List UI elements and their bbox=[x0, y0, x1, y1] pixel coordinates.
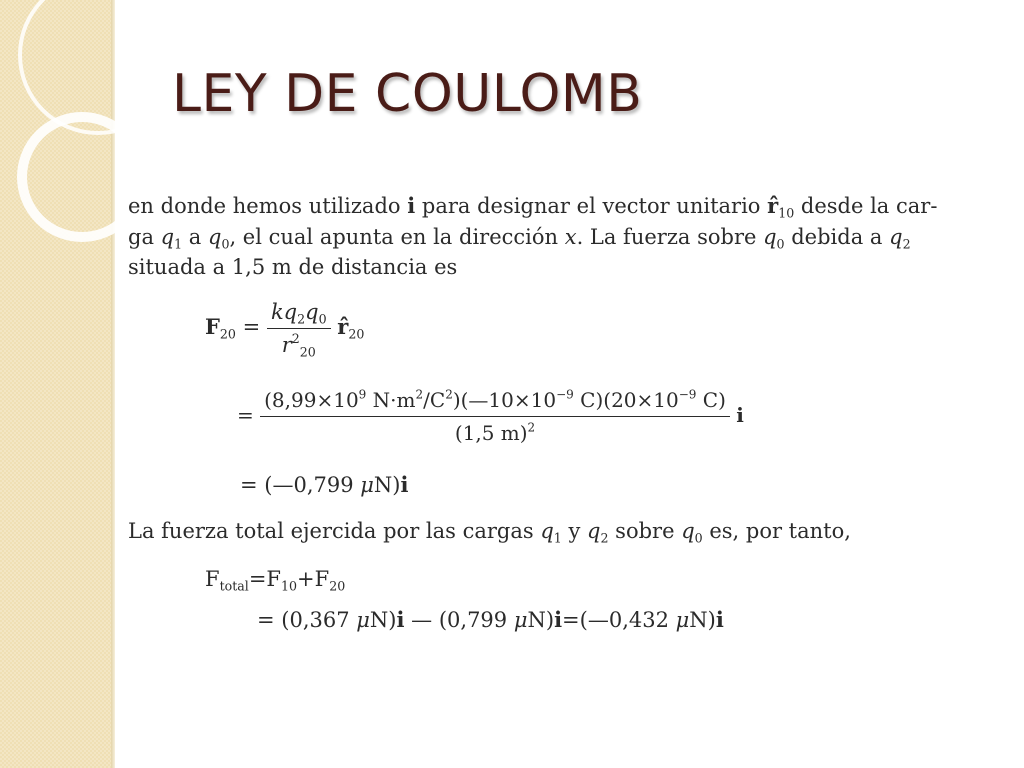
equation-result-f20: = (—0,799 μN)i bbox=[240, 472, 409, 497]
paragraph-line-3: situada a 1,5 m de distancia es bbox=[128, 255, 458, 279]
decorative-ring-small bbox=[22, 117, 142, 237]
fraction-numeric: $\frac{(8,99\times 10^9 N\cdot m^2/C^2)(—10\times 10^{-9} C)(20\times 10^{-9} C)}{(1,5 m)^2}$ bbox=[260, 386, 730, 447]
decorative-ring-large bbox=[20, 0, 176, 133]
slide-title: LEY DE COULOMB bbox=[172, 64, 643, 124]
paragraph-line-1: en donde hemos utilizado i para designar el vector unitario $r̂_{10}$ desde la car- bbox=[128, 193, 938, 221]
equation-ftotal: $F_{total}=F_{10}+F_{20}$ bbox=[205, 567, 346, 594]
equation-substitution: = $\frac{(8,99\times 10^9 N\cdot m^2/C^2)(—10\times 10^{-9} C)(20\times 10^{-9} C)}{(1,5 m)^2}$ i bbox=[237, 387, 744, 445]
equation-f20: $F_{20}$ = $\frac{kq_2q_0}{r^2_{20}}$ $r̂_{20}$ bbox=[205, 300, 365, 360]
decorative-rings bbox=[0, 0, 260, 260]
paragraph-line-2: ga $q_1$ a $q_0$, el cual apunta en la dirección x. La fuerza sobre $q_0$ debida a $q_2$ bbox=[128, 225, 911, 252]
paragraph-total-force: La fuerza total ejercida por las cargas $q_1$ y $q_2$ sobre $q_0$ es, por tanto, bbox=[128, 519, 851, 546]
fraction-kq2q0-over-r20: $\frac{kq_2q_0}{r^2_{20}}$ bbox=[267, 298, 331, 359]
equation-ftotal-result: = (0,367 μN)i — (0,799 μN)i=(—0,432 μN)i bbox=[257, 607, 724, 632]
